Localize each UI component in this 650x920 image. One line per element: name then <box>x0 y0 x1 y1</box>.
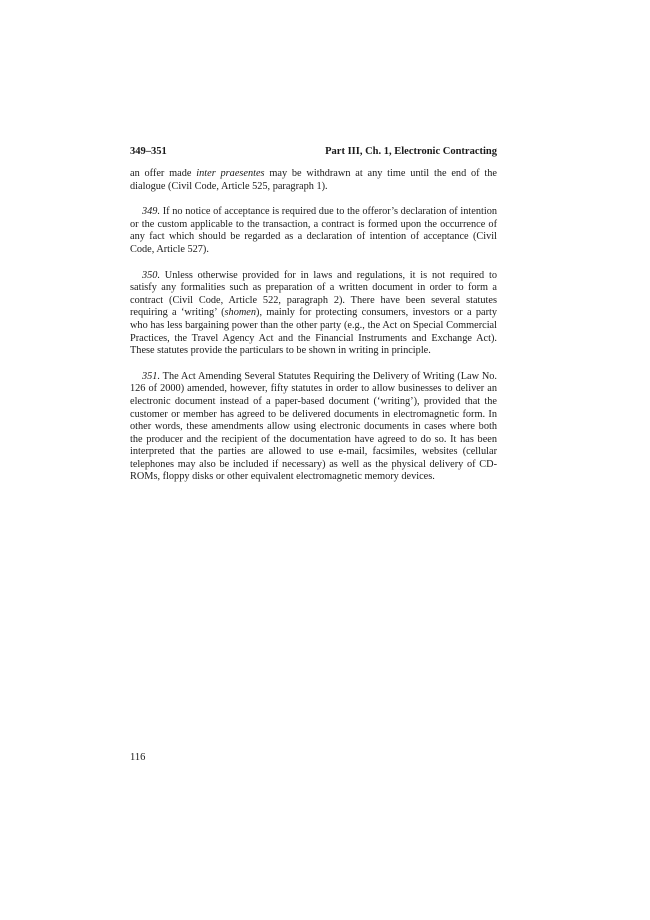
paragraph-italic-term: inter praesentes <box>196 168 265 179</box>
paragraph-text: may be withdrawn at any time until the end of the dialogue (Civil Code, Article 525, paragraph 1). <box>130 168 498 192</box>
paragraph-text: If no notice of acceptance is required due to the offeror’s declaration of intention or the custom applicable to the transaction, a contract is formed upon the occurrence of any fact which should be regarded as a declaration of intention of acceptance (Civil Code, Article 527). <box>130 206 497 255</box>
body-text <box>130 168 497 484</box>
paragraph-italic-term: shomen <box>224 307 257 319</box>
paragraph-text: an offer made <box>130 168 197 179</box>
paragraph-number: 350. <box>142 269 161 281</box>
header-section-range: 349–351 <box>130 146 167 157</box>
paragraph-text: Unless otherwise provided for in laws and regulations, it is not required to satisfy any formalities such as preparation of a written document in order to form a contract (Civil Code, Article 522, paragraph 2). There have been several statutes requiring a ‘writing’ ( <box>130 269 497 319</box>
paragraph-text: The Act Amending Several Statutes Requiring the Delivery of Writing (Law No. 126 of 2000) amended, however, fifty statutes in order to allow businesses to deliver an electronic document instead of a paper-based document (‘writing’), provided that the customer or member has agreed to be delivered documents in electromagnetic form. In other words, these amendments allow using electronic documents in cases where both the producer and the recipient of the documentation have agreed to do so. It has been interpreted that the parties are allowed to use e-mail, facsimiles, websites (cellular telephones may also be included if necessary) as well as the physical delivery of CD-ROMs, floppy disks or other equivalent electromagnetic memory devices. <box>130 370 497 483</box>
paragraph-number: 351. <box>142 370 161 382</box>
paragraph-349 <box>130 206 497 256</box>
paragraph-number: 349. <box>142 206 161 218</box>
header-chapter-title: Part III, Ch. 1, Electronic Contracting <box>325 146 497 157</box>
paragraph-351 <box>130 371 497 484</box>
paragraph-350 <box>130 270 497 358</box>
paragraph-continuation <box>130 168 497 193</box>
running-header <box>130 145 497 159</box>
paragraph-text: ), mainly for protecting consumers, investors or a party who has less bargaining power than the other party (e.g., the Act on Special Commercial Practices, the Travel Agency Act and the Financial Instruments and Exchange Act). These statutes provide the particulars to be shown in writing in principle. <box>130 307 498 357</box>
page-number: 116 <box>130 752 146 763</box>
